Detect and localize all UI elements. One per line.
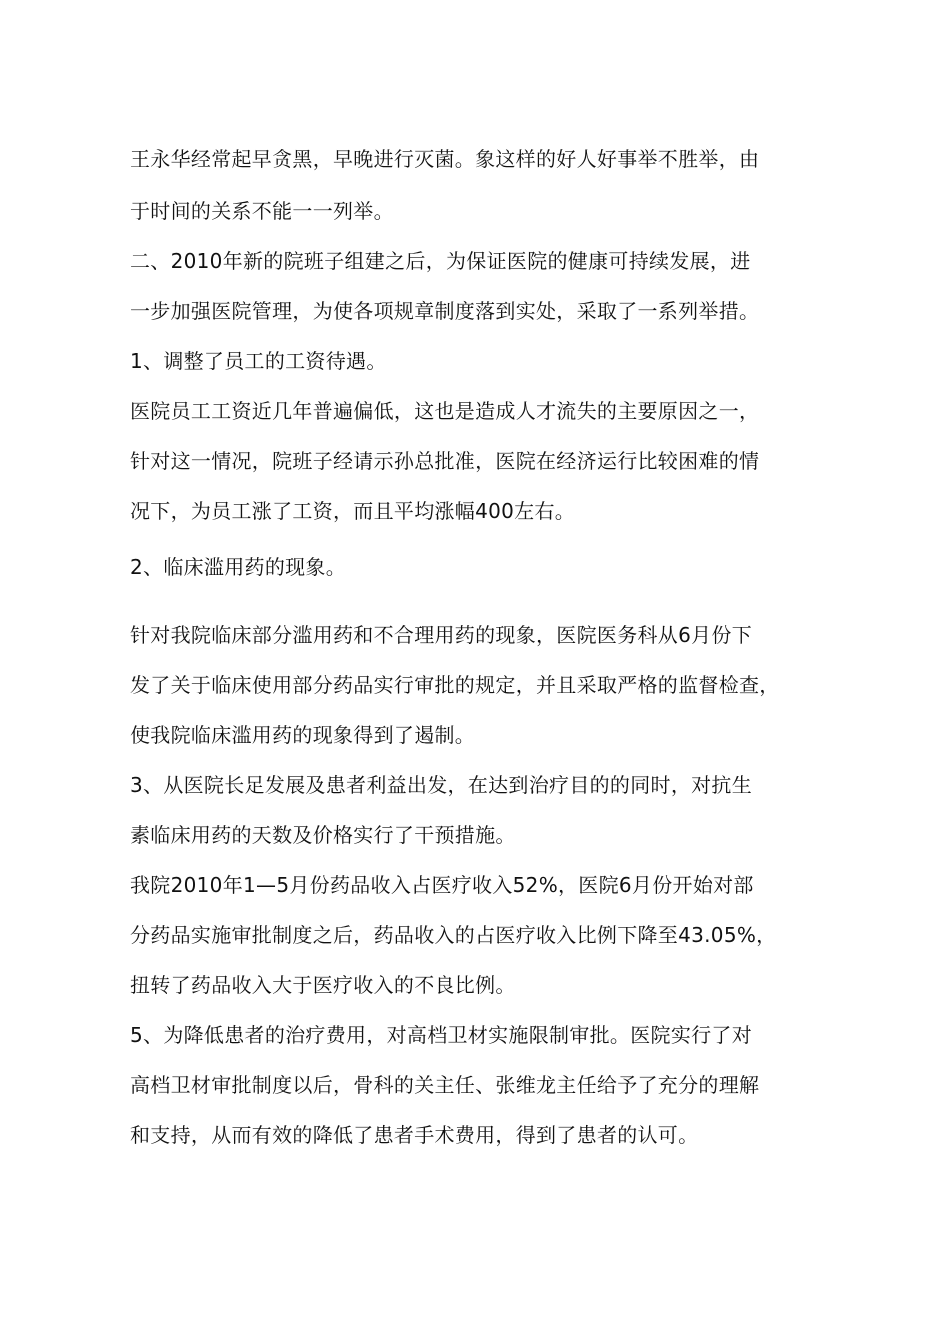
text-line: 王永华经常起早贪黑，早晚进行灭菌。象这样的好人好事举不胜举，由 <box>130 147 760 171</box>
text-line: 高档卫材审批制度以后，骨科的关主任、张维龙主任给予了充分的理解 <box>130 1073 760 1097</box>
text-line: 医院员工工资近几年普遍偏低，这也是造成人才流失的主要原因之一， <box>130 399 760 423</box>
text-line: 我院2010年1—5月份药品收入占医疗收入52%，医院6月份开始对部 <box>130 873 754 897</box>
text-line: 针对这一情况，院班子经请示孙总批准，医院在经济运行比较困难的情 <box>130 449 760 473</box>
text-line: 1、调整了员工的工资待遇。 <box>130 349 387 373</box>
text-line: 3、从医院长足发展及患者利益出发，在达到治疗目的的同时，对抗生 <box>130 773 753 797</box>
text-line: 针对我院临床部分滥用药和不合理用药的现象，医院医务科从6月份下 <box>130 623 753 647</box>
text-line: 使我院临床滥用药的现象得到了遏制。 <box>130 723 476 747</box>
text-line: 2、临床滥用药的现象。 <box>130 555 347 579</box>
text-line: 和支持，从而有效的降低了患者手术费用，得到了患者的认可。 <box>130 1123 699 1147</box>
text-line: 扭转了药品收入大于医疗收入的不良比例。 <box>130 973 516 997</box>
text-line: 分药品实施审批制度之后，药品收入的占医疗收入比例下降至43.05%， <box>130 923 777 947</box>
text-line: 一步加强医院管理，为使各项规章制度落到实处，采取了一系列举措。 <box>130 299 760 323</box>
text-line: 5、为降低患者的治疗费用，对高档卫材实施限制审批。医院实行了对 <box>130 1023 753 1047</box>
text-line: 素临床用药的天数及价格实行了干预措施。 <box>130 823 516 847</box>
text-line: 况下，为员工涨了工资，而且平均涨幅400左右。 <box>130 499 576 523</box>
text-line: 发了关于临床使用部分药品实行审批的规定，并且采取严格的监督检查， <box>130 673 780 697</box>
text-line: 二、2010年新的院班子组建之后，为保证医院的健康可持续发展，进 <box>130 249 751 273</box>
text-line: 于时间的关系不能一一列举。 <box>130 199 394 223</box>
